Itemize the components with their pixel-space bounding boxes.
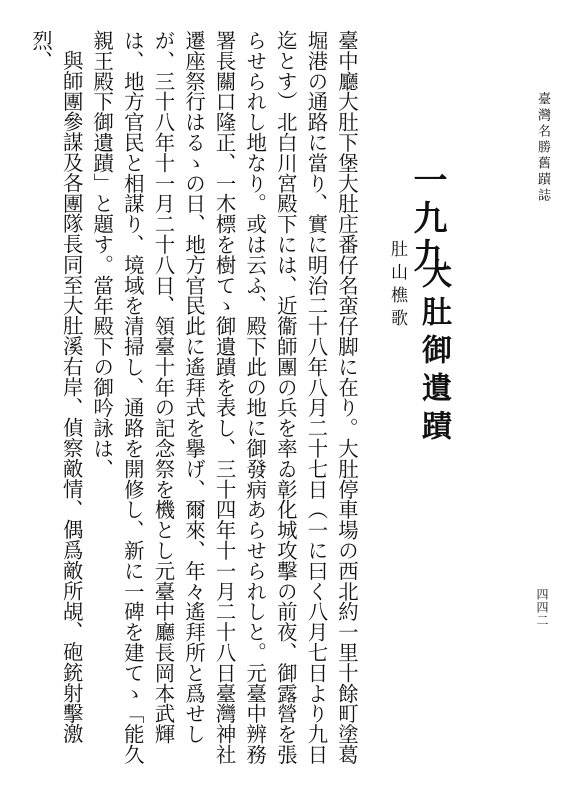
body-text [25, 30, 362, 770]
running-title: 臺灣名勝舊蹟誌 [535, 92, 550, 204]
author-name: 肚山樵歌 [387, 240, 407, 332]
body-paragraph: 臺中廳大肚下堡大肚庄番仔名蛮仔脚に在り。大肚停車場の西北約一里十餘町塗葛堀港の通路に當り、實に明治二十八年八月二十七日（一に曰く八月七日より九日迄とす）北白川宮殿下には、近衞師團の兵を率ゐ彰化城攻擊の前夜、御露營を張らせられし地なり。或は云ふ、殿下此の地に御發病あらせられしと。元臺中辨務署長關口隆正、一木標を樹てゝ御遺蹟を表し、三十四年十一月二十八日臺灣神社遷座祭行はるゝの日、地方官民此に遙拜式を擧げ、爾來、年々遙拜所と爲せしが、三十八年十一月二十八日、領臺十年の記念祭を機とし元臺中廳長岡本武輝は、地方官民と相謀り、境域を清掃し、通路を開修し、新に一碑を建てゝ「能久親王殿下御遺蹟」と題す。當年殿下の御吟詠は、 [90, 30, 359, 765]
section-title: 大肚御遺蹟 [416, 258, 451, 448]
page-number: 四四二 [535, 588, 549, 627]
section-number: 一九九 [407, 162, 447, 276]
quoted-poem-intro: 與師團參謀及各團隊長同至大肚溪右岸、偵察敵情、偶爲敵所覘、砲銃射擊激烈、 [29, 30, 84, 744]
